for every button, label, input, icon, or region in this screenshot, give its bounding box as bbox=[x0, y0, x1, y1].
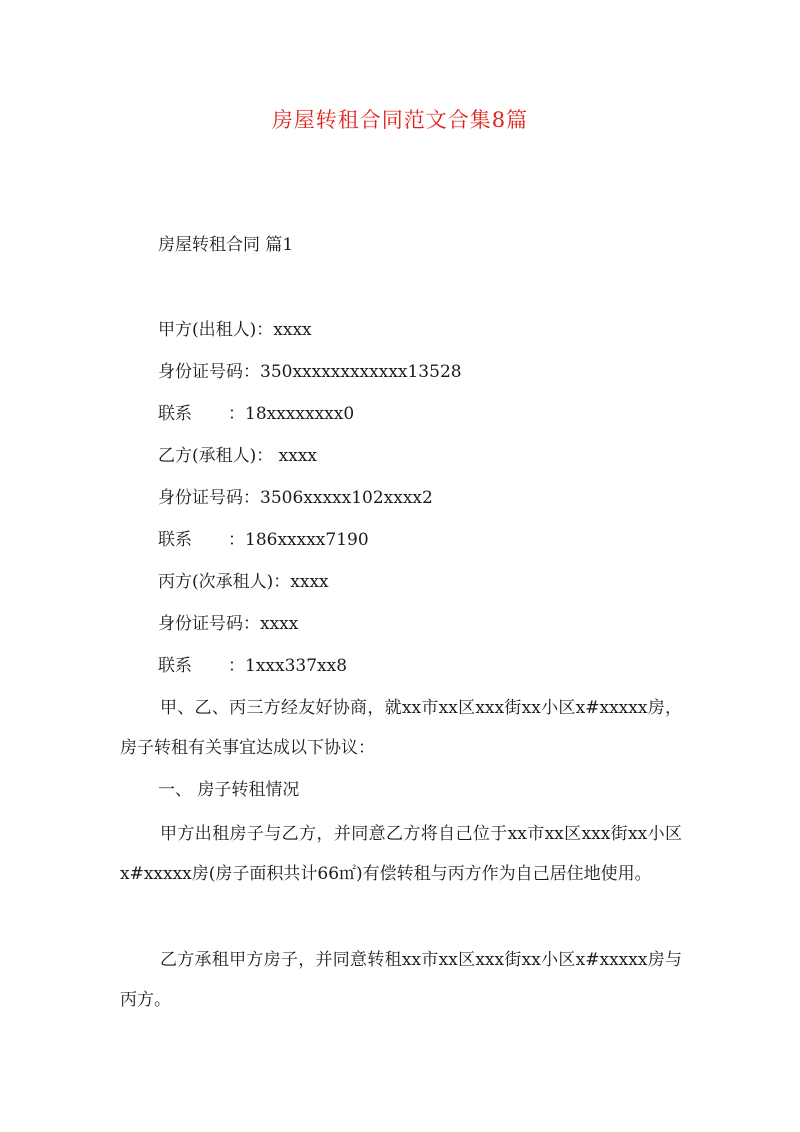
party-c-name: 丙方(次承租人)：xxxx bbox=[158, 572, 329, 592]
party-a-contact-value: ：18xxxxxxxx0 bbox=[228, 404, 355, 424]
clause-one-paragraph-1: 甲方出租房子与乙方，并同意乙方将自己位于xx市xx区xxx街xx小区x#xxxxx房(房子面积共计66㎡)有偿转租与丙方作为自己居住地使用。 bbox=[120, 824, 682, 884]
agreement-intro-paragraph: 甲、乙、丙三方经友好协商，就xx市xx区xxx街xx小区x#xxxxx房，房子转租有关事宜达成以下协议： bbox=[120, 698, 682, 758]
document-title: 房屋转租合同范文合集8篇 bbox=[271, 108, 529, 132]
party-b-id: 身份证号码：3506xxxxx102xxxx2 bbox=[158, 488, 433, 508]
party-b-contact-value: ：186xxxxx7190 bbox=[228, 530, 369, 550]
party-a-name: 甲方(出租人)：xxxx bbox=[158, 320, 312, 340]
clause-one-heading: 一、 房子转租情况 bbox=[158, 780, 300, 800]
party-a-contact-label: 联系 bbox=[158, 404, 192, 424]
party-c-id: 身份证号码：xxxx bbox=[158, 614, 299, 634]
party-a-contact bbox=[158, 402, 354, 426]
party-b-name: 乙方(承租人)： xxxx bbox=[158, 446, 318, 466]
party-c-contact-label: 联系 bbox=[158, 656, 192, 676]
section-heading: 房屋转租合同 篇1 bbox=[158, 235, 294, 255]
party-b-contact bbox=[158, 528, 369, 552]
clause-one-paragraph-2: 乙方承租甲方房子，并同意转租xx市xx区xxx街xx小区x#xxxxx房与丙方。 bbox=[120, 950, 682, 1010]
party-a-id: 身份证号码：350xxxxxxxxxxxx13528 bbox=[158, 362, 462, 382]
party-c-contact-value: ：1xxx337xx8 bbox=[228, 656, 348, 676]
party-b-contact-label: 联系 bbox=[158, 530, 192, 550]
party-c-contact bbox=[158, 654, 347, 678]
